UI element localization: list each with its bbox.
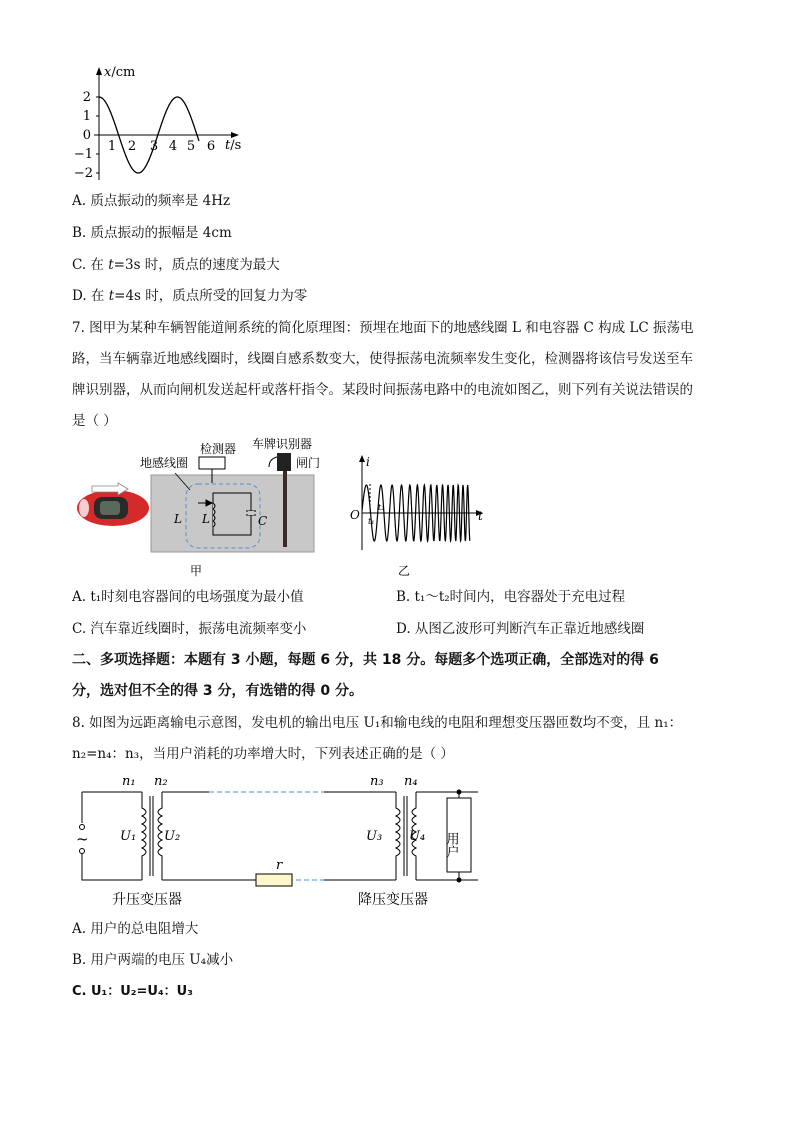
label-n1: n₁ bbox=[122, 774, 136, 789]
primary-coil-2 bbox=[396, 792, 400, 880]
node-top bbox=[457, 790, 462, 795]
q6-option-a: A. 质点振动的频率是 4Hz bbox=[72, 193, 231, 209]
car-icon bbox=[77, 483, 149, 526]
label-o: O bbox=[350, 508, 360, 522]
section2-heading-line1: 二、多项选择题：本题有 3 小题，每题 6 分，共 18 分。每题多个选项正确，全部选对的得 6 bbox=[72, 652, 659, 668]
q7-option-d: D. 从图乙波形可判断汽车正靠近地感线圈 bbox=[396, 621, 645, 637]
label-u2: U₂ bbox=[164, 829, 181, 844]
label-step-up: 升压变压器 bbox=[112, 892, 182, 908]
label-n4: n₄ bbox=[404, 774, 418, 789]
label-l-outer: L bbox=[174, 512, 182, 526]
q7-option-b: B. t₁～t₂时间内，电容器处于充电过程 bbox=[396, 589, 626, 605]
x-tick-4: 4 bbox=[168, 139, 178, 154]
node-bottom bbox=[457, 878, 462, 883]
figure-jia-caption: 甲 bbox=[190, 564, 203, 578]
label-u3: U₃ bbox=[366, 829, 383, 844]
secondary-coil-1 bbox=[158, 792, 162, 880]
q8-option-a: A. 用户的总电阻增大 bbox=[72, 921, 199, 937]
detector-box bbox=[199, 457, 225, 469]
q6-option-b: B. 质点振动的振幅是 4cm bbox=[72, 225, 232, 241]
figure-yi-caption: 乙 bbox=[398, 564, 411, 578]
label-u1: U₁ bbox=[120, 829, 137, 844]
label-t: t bbox=[478, 509, 483, 523]
x-tick-3: 3 bbox=[149, 139, 159, 154]
y-axis-arrow bbox=[96, 67, 102, 75]
q8-stem-line2: n₂=n₄：n₃，当用户消耗的功率增大时，下列表述正确的是（ ） bbox=[72, 746, 454, 762]
label-step-down: 降压变压器 bbox=[358, 892, 428, 908]
section2-heading-line2: 分，选对但不全的得 3 分，有选错的得 0 分。 bbox=[72, 683, 363, 699]
figure-jia bbox=[70, 435, 330, 580]
label-gate: 闸门 bbox=[296, 456, 321, 470]
gate-pole bbox=[283, 471, 287, 547]
label-c: C bbox=[258, 514, 268, 528]
label-t2: t₂ bbox=[378, 503, 385, 512]
y-tick-2: 2 bbox=[82, 90, 91, 105]
x-tick-5: 5 bbox=[186, 139, 196, 154]
label-l-inner: L bbox=[202, 512, 210, 526]
terminal-bottom bbox=[80, 849, 85, 854]
primary-coil-1 bbox=[142, 792, 146, 880]
plate-recognizer-icon bbox=[277, 453, 291, 471]
x-axis-label: t/s bbox=[225, 138, 242, 153]
label-plate-recognizer: 车牌识别器 bbox=[252, 437, 313, 451]
label-t1: t₁ bbox=[368, 517, 375, 526]
label-coil: 地感线圈 bbox=[140, 456, 189, 470]
q6-option-c: C. 在 t=3s 时，质点的速度为最大 bbox=[72, 257, 280, 273]
x-tick-2: 2 bbox=[127, 139, 137, 154]
x-t-graph bbox=[74, 62, 254, 187]
y-tick-neg1: −1 bbox=[74, 147, 93, 162]
q8-option-c: C. U₁：U₂=U₄：U₃ bbox=[72, 984, 193, 999]
source-bottom-wire bbox=[82, 850, 142, 880]
label-user: 用户 bbox=[443, 832, 459, 858]
y-tick-neg2: −2 bbox=[74, 166, 93, 181]
y-tick-0: 0 bbox=[82, 128, 91, 143]
label-i: i bbox=[366, 455, 370, 469]
figure-yi bbox=[340, 450, 490, 580]
label-n3: n₃ bbox=[370, 774, 384, 789]
label-r: r bbox=[276, 858, 283, 873]
q7-option-c: C. 汽车靠近线圈时，振荡电流频率变小 bbox=[72, 621, 307, 637]
q7-option-a: A. t₁时刻电容器间的电场强度为最小值 bbox=[72, 589, 304, 605]
label-n2: n₂ bbox=[154, 774, 168, 789]
x-tick-6: 6 bbox=[206, 139, 216, 154]
q7-stem-line4: 是（ ） bbox=[72, 413, 117, 429]
x-tick-1: 1 bbox=[107, 139, 117, 154]
label-u4: U₄ bbox=[409, 829, 426, 844]
y-axis-label: x/cm bbox=[104, 65, 136, 80]
q6-option-d: D. 在 t=4s 时，质点所受的回复力为零 bbox=[72, 288, 308, 304]
i-axis-arrow bbox=[359, 455, 365, 462]
label-detector: 检测器 bbox=[200, 442, 237, 456]
q7-stem-line3: 牌识别器，从而向闸机发送起杆或落杆指令。某段时间振荡电路中的电流如图乙，则下列有关说法错误的 bbox=[72, 382, 693, 398]
resistor-r bbox=[256, 874, 292, 886]
q8-option-b: B. 用户两端的电压 U₄减小 bbox=[72, 952, 234, 968]
transmission-diagram bbox=[74, 768, 494, 913]
terminal-top bbox=[80, 825, 85, 830]
y-tick-1: 1 bbox=[82, 109, 91, 124]
q7-stem-line1: 7. 图甲为某种车辆智能道闸系统的简化原理图：预埋在地面下的地感线圈 L 和电容器 C 构成 LC 振荡电 bbox=[72, 320, 694, 336]
ac-source-symbol: ~ bbox=[76, 830, 89, 848]
q8-stem-line1: 8. 如图为远距离输电示意图，发电机的输出电压 U₁和输电线的电阻和理想变压器匝数均不变，且 n₁： bbox=[72, 715, 683, 731]
q7-stem-line2: 路，当车辆靠近地感线圈时，线圈自感系数变大，使得振荡电流频率发生变化，检测器将该信号发送至车 bbox=[72, 351, 693, 367]
